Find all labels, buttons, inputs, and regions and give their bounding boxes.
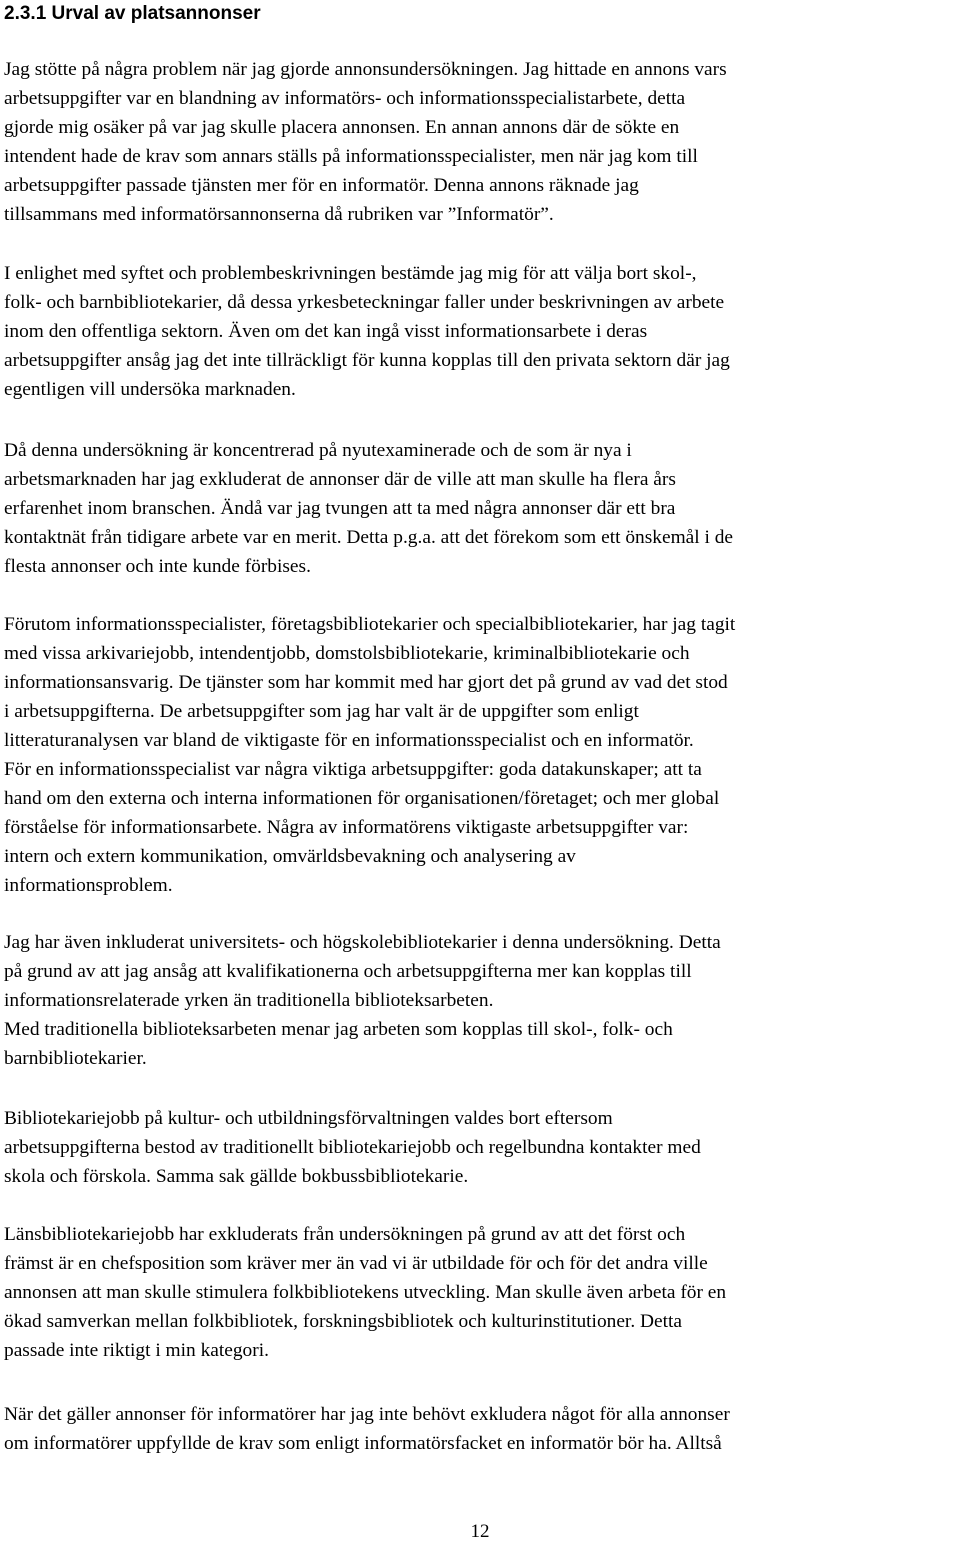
paragraph-7 (4, 1220, 954, 1365)
text-line: När det gäller annonser för informatörer har jag inte behövt exkludera något för alla annonser (4, 1404, 730, 1425)
text-line: skola och förskola. Samma sak gällde bokbussbibliotekarie. (4, 1166, 469, 1187)
section-heading: 2.3.1 Urval av platsannonser (4, 3, 261, 24)
text-line: arbetsuppgifter var en blandning av informatörs- och informationsspecialistarbete, detta (4, 88, 686, 109)
text-line: främst är en chefsposition som kräver mer än vad vi är utbildade för och för det andra ville (4, 1253, 708, 1274)
paragraph-4 (4, 610, 954, 900)
text-line: arbetsmarknaden har jag exkluderat de annonser där de ville att man skulle ha flera års (4, 469, 676, 490)
text-line: För en informationsspecialist var några viktiga arbetsuppgifter: goda datakunskaper; att ta (4, 759, 702, 780)
text-line: I enlighet med syftet och problembeskrivningen bestämde jag mig för att välja bort skol-, (4, 263, 697, 284)
paragraph-8 (4, 1400, 954, 1458)
text-line: ökad samverkan mellan folkbibliotek, forskningsbibliotek och kulturinstitutioner. Detta (4, 1311, 683, 1332)
text-line: passade inte riktigt i min kategori. (4, 1340, 269, 1361)
text-line: Då denna undersökning är koncentrerad på nyutexaminerade och de som är nya i (4, 440, 632, 461)
paragraph-6 (4, 1104, 954, 1191)
text-line: informationsansvarig. De tjänster som har kommit med har gjort det på grund av vad det stod (4, 672, 728, 693)
paragraph-5 (4, 928, 954, 1073)
text-line: Bibliotekariejobb på kultur- och utbildningsförvaltningen valdes bort eftersom (4, 1108, 613, 1129)
text-line: litteraturanalysen var bland de viktigaste för en informationsspecialist och en informatör. (4, 730, 694, 751)
text-line: erfarenhet inom branschen. Ändå var jag tvungen att ta med några annonser där ett bra (4, 498, 676, 519)
text-line: folk- och barnbibliotekarier, då dessa yrkesbeteckningar faller under beskrivningen av arbete (4, 292, 725, 313)
text-line: arbetsuppgifter ansåg jag det inte tillräckligt för kunna kopplas till den privata sektorn där jag (4, 350, 730, 371)
text-line: arbetsuppgifter passade tjänsten mer för en informatör. Denna annons räknade jag (4, 175, 639, 196)
text-line: Länsbibliotekariejobb har exkluderats från undersökningen på grund av att det först och (4, 1224, 686, 1245)
text-line: informationsproblem. (4, 875, 173, 896)
page-number: 12 (470, 1521, 490, 1542)
text-line: informationsrelaterade yrken än traditionella biblioteksarbeten. (4, 990, 494, 1011)
text-line: annonsen att man skulle stimulera folkbibliotekens utveckling. Man skulle även arbeta för en (4, 1282, 727, 1303)
text-line: Jag har även inkluderat universitets- och högskolebibliotekarier i denna undersökning. Detta (4, 932, 721, 953)
text-line: i arbetsuppgifterna. De arbetsuppgifter som jag har valt är de uppgifter som enligt (4, 701, 639, 722)
text-line: arbetsuppgifterna bestod av traditionellt bibliotekariejobb och regelbundna kontakter med (4, 1137, 701, 1158)
text-line: inom den offentliga sektorn. Även om det kan ingå visst informationsarbete i deras (4, 321, 648, 342)
text-line: tillsammans med informatörsannonserna då rubriken var ”Informatör”. (4, 204, 554, 225)
text-line: Med traditionella biblioteksarbeten menar jag arbeten som kopplas till skol-, folk- och (4, 1019, 673, 1040)
text-line: förståelse för informationsarbete. Några av informatörens viktigaste arbetsuppgifter var: (4, 817, 689, 838)
paragraph-1 (4, 55, 954, 229)
paragraph-3 (4, 436, 954, 581)
text-line: barnbibliotekarier. (4, 1048, 147, 1069)
text-line: hand om den externa och interna informationen för organisationen/företaget; och mer global (4, 788, 720, 809)
text-line: Förutom informationsspecialister, företagsbibliotekarier och specialbibliotekarier, har jag tagit (4, 614, 736, 635)
text-line: gjorde mig osäker på var jag skulle placera annonsen. En annan annons där de sökte en (4, 117, 680, 138)
text-line: om informatörer uppfyllde de krav som enligt informatörsfacket en informatör bör ha. Alltså (4, 1433, 722, 1454)
text-line: på grund av att jag ansåg att kvalifikationerna och arbetsuppgifterna mer kan kopplas till (4, 961, 692, 982)
text-line: flesta annonser och inte kunde förbises. (4, 556, 311, 577)
text-line: Jag stötte på några problem när jag gjorde annonsundersökningen. Jag hittade en annons vars (4, 59, 727, 80)
text-line: intern och extern kommunikation, omvärldsbevakning och analysering av (4, 846, 576, 867)
text-line: kontaktnät från tidigare arbete var en merit. Detta p.g.a. att det förekom som ett önskemål i de (4, 527, 734, 548)
text-line: med vissa arkivariejobb, intendentjobb, domstolsbibliotekarie, kriminalbibliotekarie och (4, 643, 690, 664)
text-line: intendent hade de krav som annars ställs på informationsspecialister, men när jag kom till (4, 146, 698, 167)
paragraph-2 (4, 259, 954, 404)
text-line: egentligen vill undersöka marknaden. (4, 379, 296, 400)
